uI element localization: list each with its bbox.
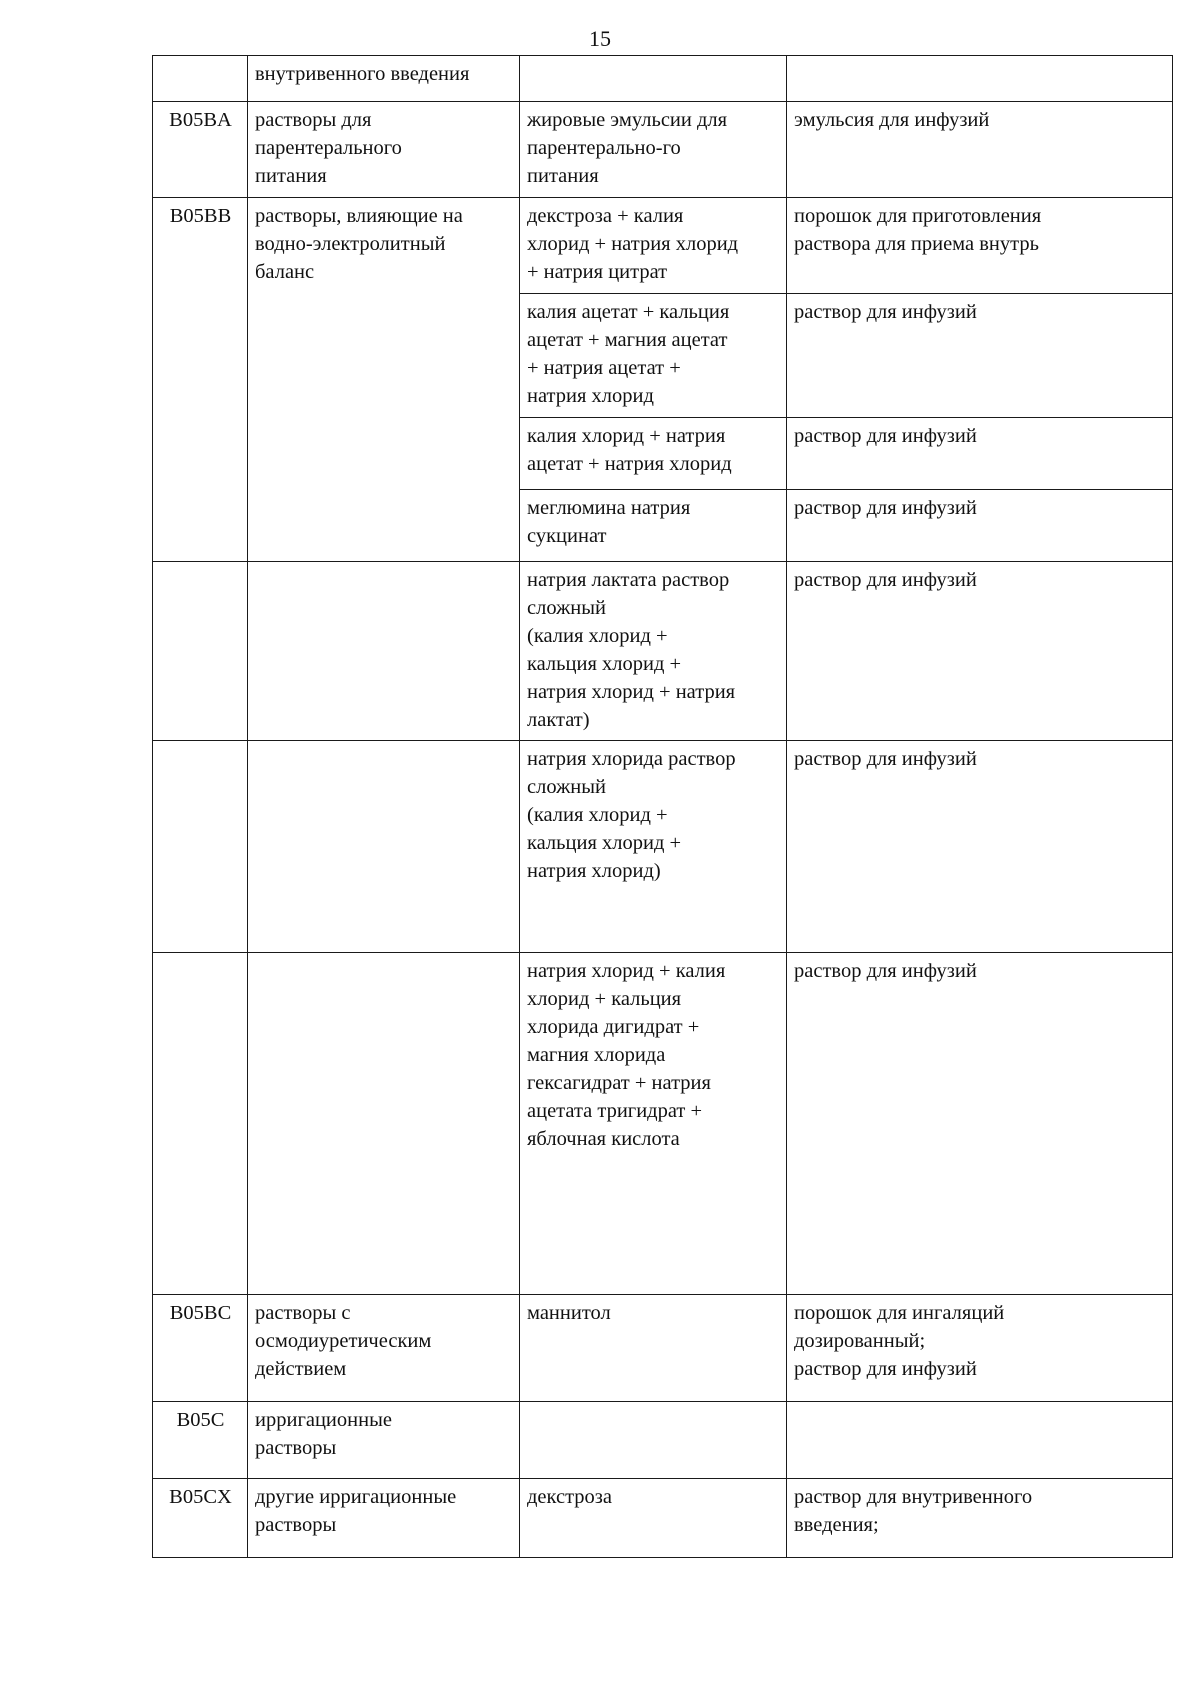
form-cell	[787, 56, 1173, 102]
atc-code-cell	[153, 56, 248, 102]
atc-code-cell	[153, 562, 248, 741]
drug-cell	[520, 56, 787, 102]
group-cell: растворы с осмодиуретическим действием	[248, 1295, 520, 1402]
drug-cell	[520, 1402, 787, 1479]
group-cell	[248, 953, 520, 1295]
table-row	[153, 102, 1173, 198]
atc-code-cell: B05BA	[153, 102, 248, 198]
medication-table	[152, 55, 1173, 1558]
atc-code-cell: B05BB	[153, 198, 248, 562]
form-cell: раствор для инфузий	[787, 953, 1173, 1295]
table-row	[153, 953, 1173, 1295]
table-row	[153, 1295, 1173, 1402]
table-row	[153, 741, 1173, 953]
atc-code-cell: B05BC	[153, 1295, 248, 1402]
group-cell: растворы для парентерального питания	[248, 102, 520, 198]
atc-code-cell	[153, 953, 248, 1295]
atc-code-cell	[153, 741, 248, 953]
form-cell	[787, 1402, 1173, 1479]
form-cell: раствор для инфузий	[787, 562, 1173, 741]
drug-cell: калия хлорид + натрия ацетат + натрия хлорид	[520, 418, 787, 490]
form-cell: эмульсия для инфузий	[787, 102, 1173, 198]
group-cell	[248, 741, 520, 953]
table-row	[153, 1402, 1173, 1479]
group-cell: внутривенного введения	[248, 56, 520, 102]
page-number: 15	[589, 26, 611, 51]
form-cell: раствор для инфузий	[787, 294, 1173, 418]
table-row	[153, 1479, 1173, 1558]
group-cell: другие ирригационные растворы	[248, 1479, 520, 1558]
table-row	[153, 562, 1173, 741]
form-cell: раствор для инфузий	[787, 418, 1173, 490]
group-cell: ирригационные растворы	[248, 1402, 520, 1479]
form-cell: раствор для внутривенного введения;	[787, 1479, 1173, 1558]
form-cell: раствор для инфузий	[787, 490, 1173, 562]
drug-cell: декстроза	[520, 1479, 787, 1558]
drug-cell: меглюмина натрия сукцинат	[520, 490, 787, 562]
drug-cell: декстроза + калия хлорид + натрия хлорид + натрия цитрат	[520, 198, 787, 294]
group-cell: растворы, влияющие на водно-электролитный баланс	[248, 198, 520, 562]
table-row	[153, 198, 1173, 294]
drug-cell: натрия хлорида раствор сложный (калия хлорид + кальция хлорид + натрия хлорид)	[520, 741, 787, 953]
table-row	[153, 56, 1173, 102]
atc-code-cell: B05C	[153, 1402, 248, 1479]
atc-code-cell: B05CX	[153, 1479, 248, 1558]
form-cell: раствор для инфузий	[787, 741, 1173, 953]
form-cell: порошок для ингаляций дозированный; раствор для инфузий	[787, 1295, 1173, 1402]
group-cell	[248, 562, 520, 741]
drug-cell: натрия хлорид + калия хлорид + кальция хлорида дигидрат + магния хлорида гексагидрат + натрия ацетата тригидрат + яблочная кислота	[520, 953, 787, 1295]
drug-cell: жировые эмульсии для парентерально-го питания	[520, 102, 787, 198]
drug-cell: калия ацетат + кальция ацетат + магния ацетат + натрия ацетат + натрия хлорид	[520, 294, 787, 418]
drug-cell: маннитол	[520, 1295, 787, 1402]
form-cell: порошок для приготовления раствора для приема внутрь	[787, 198, 1173, 294]
drug-cell: натрия лактата раствор сложный (калия хлорид + кальция хлорид + натрия хлорид + натрия лактат)	[520, 562, 787, 741]
